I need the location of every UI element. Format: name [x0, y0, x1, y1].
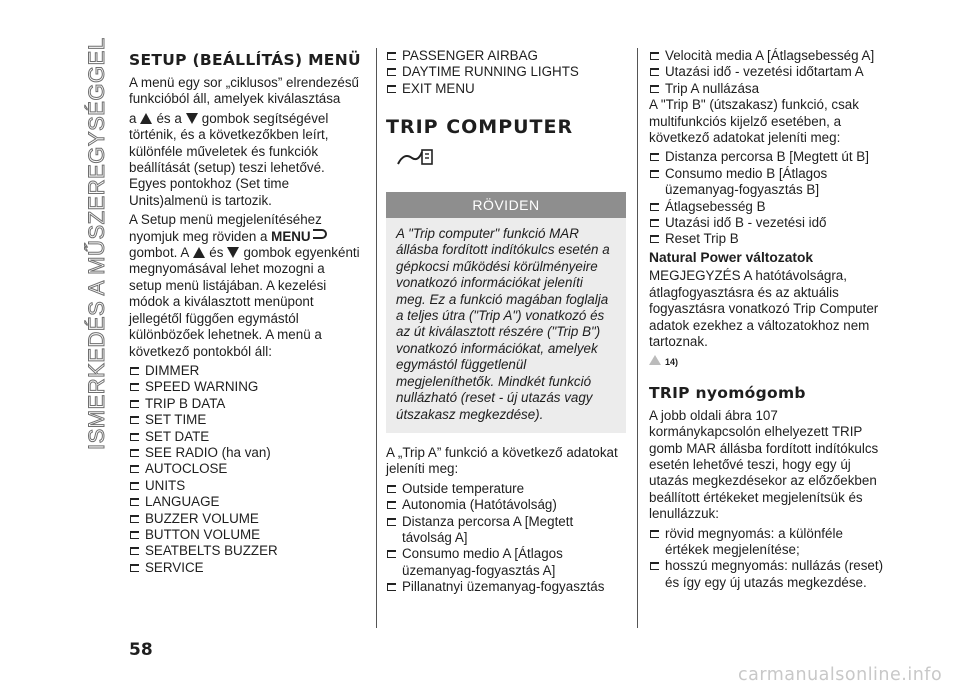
- bullet-icon: [650, 562, 659, 570]
- list-item: [129, 461, 361, 477]
- list-item-text: UNITS: [145, 477, 186, 493]
- bullet-icon: [650, 52, 659, 60]
- list-item-text: Consumo medio B [Átlagos üzemanyag-fogyasztás B]: [665, 165, 828, 198]
- list-item: [129, 445, 361, 461]
- warning-reference: [649, 354, 889, 370]
- setup-menu-list: [129, 363, 361, 576]
- list-item-text: TRIP B DATA: [145, 395, 226, 411]
- bullet-icon: [130, 449, 139, 457]
- list-item-text: BUZZER VOLUME: [145, 510, 259, 526]
- setup-menu-list-continued: [386, 48, 626, 97]
- text-fragment: és: [209, 245, 224, 261]
- bullet-icon: [650, 68, 659, 76]
- bullet-icon: [130, 515, 139, 523]
- text-fragment: A Setup menü megjelenítéséhez nyomjuk meg röviden a: [129, 212, 322, 244]
- list-item-text: SPEED WARNING: [145, 379, 259, 395]
- bullet-icon: [130, 367, 139, 375]
- column-3: [649, 48, 889, 591]
- list-item-text: SERVICE: [145, 559, 204, 575]
- list-item: [386, 481, 626, 497]
- setup-menu-heading: SETUP (BEÁLLÍTÁS) MENÜ: [129, 51, 361, 69]
- page-number: 58: [129, 640, 153, 660]
- list-item-text: SET TIME: [145, 412, 207, 428]
- text-fragment: a: [129, 110, 137, 126]
- list-item-text: rövid megnyomás: a különféle értékek megjelenítése;: [665, 525, 843, 557]
- list-item-text: Reset Trip B: [665, 231, 739, 247]
- computer-icon-glyph: [394, 146, 434, 168]
- list-item-text: Pillanatnyi üzemanyag-fogyasztás: [402, 579, 605, 595]
- list-item-text: AUTOCLOSE: [145, 461, 228, 477]
- bullet-icon: [387, 85, 396, 93]
- list-item: [129, 494, 361, 510]
- list-item-text: DIMMER: [145, 362, 200, 378]
- list-item-text: Átlagsebesség B: [665, 198, 766, 214]
- list-item: [129, 396, 361, 412]
- column-divider: [376, 48, 377, 628]
- paragraph: A "Trip B" (útszakasz) funkció, csak multifunkciós kijelző esetében, a következő adatokat jeleníti meg:: [649, 97, 859, 146]
- bullet-icon: [130, 547, 139, 555]
- text-fragment: és a: [156, 110, 182, 126]
- list-item: [649, 558, 889, 591]
- list-item: [129, 429, 361, 445]
- warning-ref-text: 14): [665, 357, 679, 368]
- list-item: [386, 81, 626, 97]
- list-item-text: SEE RADIO (ha van): [145, 444, 271, 460]
- bullet-icon: [387, 583, 396, 591]
- bullet-icon: [130, 416, 139, 424]
- list-item-text: SEATBELTS BUZZER: [145, 543, 278, 559]
- list-item: [649, 231, 889, 247]
- paragraph: [129, 212, 361, 360]
- list-item: [649, 81, 889, 97]
- list-item: [129, 543, 361, 559]
- trip-a-list-continued: [649, 48, 889, 97]
- list-item: [386, 546, 626, 579]
- trip-computer-heading: TRIP COMPUTER: [386, 116, 574, 139]
- paragraph: A „Trip A” funkció a következő adatokat jeleníti meg:: [386, 444, 618, 477]
- list-item: [129, 412, 361, 428]
- list-item: [649, 64, 889, 80]
- column-1: [129, 48, 361, 576]
- list-item-text: Velocità media A [Átlagsebesség A]: [665, 48, 875, 63]
- bullet-icon: [387, 518, 396, 526]
- bullet-icon: [387, 68, 396, 76]
- down-arrow-icon: [227, 247, 239, 258]
- chapter-side-tab: ISMERKEDÉS A MŰSZEREGYSÉGGEL: [84, 37, 109, 450]
- bullet-icon: [650, 530, 659, 538]
- list-item-text: Consumo medio A [Átlagos üzemanyag-fogyasztás A]: [402, 546, 563, 578]
- text-fragment: gombot. A: [129, 245, 190, 261]
- list-item-text: SET DATE: [145, 428, 210, 444]
- trip-button-list: [649, 526, 889, 592]
- natural-power-heading: Natural Power változatok: [649, 249, 814, 265]
- bullet-icon: [650, 203, 659, 211]
- list-item: [649, 215, 889, 231]
- list-item: [386, 48, 626, 64]
- text-fragment: gombok segítségével történik, és a következőkben leírt, különféle műveletek és funkciók beállítását (setup) teszi lehetővé. Egyes pontokhoz (Set time Units)almenü is tartozik.: [129, 110, 329, 208]
- summary-title: RÖVIDEN: [386, 192, 626, 218]
- list-item: [649, 166, 889, 199]
- bullet-icon: [650, 153, 659, 161]
- list-item-text: Distanza percorsa B [Megtett út B]: [665, 149, 869, 165]
- list-item: [129, 363, 361, 379]
- list-item: [129, 511, 361, 527]
- paragraph: MEGJEGYZÉS A hatótávolságra, átlagfogyasztásra és az aktuális fogyasztásra vonatkozó Trip Computer adatok ezekhez a változatokhoz nem tartoznak.: [649, 268, 879, 349]
- paragraph: A jobb oldali ábra 107 kormánykapcsolón elhelyezett TRIP gomb MAR állásba fordított indítókulcs esetén lehetővé teszi, hogy egy új utazás megkezdésekor az előzőekben beállított értékeket megjelenítsük és lenullázzuk:: [649, 407, 879, 522]
- bullet-icon: [650, 235, 659, 243]
- computer-icon: [394, 146, 626, 171]
- list-item: [386, 579, 626, 595]
- warning-icon: [649, 355, 661, 365]
- bullet-icon: [650, 170, 659, 178]
- list-item-text: hosszú megnyomás: nullázás (reset) és így egy új utazás megkezdése.: [665, 558, 884, 590]
- return-icon: [313, 229, 327, 239]
- list-item-text: Autonomia (Hatótávolság): [402, 497, 557, 513]
- column-divider: [637, 48, 638, 628]
- list-item-text: PASSENGER AIRBAG: [402, 48, 538, 63]
- list-item-text: Distanza percorsa A [Megtett távolság A]: [402, 513, 574, 545]
- column-2: [386, 48, 626, 596]
- paragraph: [129, 111, 361, 209]
- bullet-icon: [130, 498, 139, 506]
- bullet-icon: [130, 383, 139, 391]
- list-item: [129, 379, 361, 395]
- trip-b-list: [649, 149, 889, 247]
- list-item-text: BUTTON VOLUME: [145, 526, 261, 542]
- summary-text: A "Trip computer" funkció MAR állásba fordított indítókulcs esetén a gépkocsi működési körülményeire vonatkozó információkat jeleníti meg. Ez a funkció magában foglalja a teljes útra ("Trip A") vonatkozó és az út kiválasztott részére ("Trip B") vonatkozó információkat, amelyek egymástól függetlenül megjeleníthetők. Mindkét funkció nullázható (reset - új utazás vagy útszakasz megkezdése).: [386, 218, 626, 433]
- trip-a-list: [386, 481, 626, 596]
- list-item: [386, 497, 626, 513]
- list-item: [386, 514, 626, 547]
- bullet-icon: [387, 485, 396, 493]
- bullet-icon: [130, 400, 139, 408]
- list-item: [129, 478, 361, 494]
- list-item-text: LANGUAGE: [145, 494, 220, 510]
- bullet-icon: [130, 564, 139, 572]
- bullet-icon: [130, 465, 139, 473]
- list-item-text: Utazási idő - vezetési időtartam A: [665, 64, 864, 80]
- bullet-icon: [130, 482, 139, 490]
- bullet-icon: [130, 531, 139, 539]
- paragraph: A menü egy sor „ciklusos” elrendezésű funkcióból áll, amelyek kiválasztása: [129, 75, 359, 107]
- list-item: [649, 526, 889, 559]
- list-item: [649, 199, 889, 215]
- watermark: carmanualsonline.info: [738, 665, 943, 685]
- list-item: [649, 48, 889, 64]
- bullet-icon: [650, 85, 659, 93]
- bullet-icon: [387, 550, 396, 558]
- up-arrow-icon: [140, 113, 152, 124]
- list-item: [386, 64, 626, 80]
- down-arrow-icon: [186, 113, 198, 124]
- bullet-icon: [387, 52, 396, 60]
- list-item: [129, 527, 361, 543]
- trip-button-heading: TRIP nyomógomb: [649, 383, 806, 402]
- list-item-text: DAYTIME RUNNING LIGHTS: [402, 64, 579, 80]
- list-item-text: Trip A nullázása: [665, 80, 760, 96]
- menu-button-label: MENU: [271, 228, 311, 244]
- text-fragment: gombok egyenkénti megnyomásával lehet mozogni a setup menü listájában. A kezelési módok a kiválasztott menüpont jellegétől függően egymástól különbözőek lehetnek. A menü a következő pontokból áll:: [129, 245, 360, 359]
- list-item: [649, 149, 889, 165]
- list-item-text: EXIT MENU: [402, 80, 475, 96]
- list-item: [129, 560, 361, 576]
- up-arrow-icon: [193, 247, 205, 258]
- bullet-icon: [650, 219, 659, 227]
- list-item-text: Outside temperature: [402, 480, 525, 496]
- bullet-icon: [387, 501, 396, 509]
- bullet-icon: [130, 433, 139, 441]
- list-item-text: Utazási idő B - vezetési idő: [665, 215, 827, 231]
